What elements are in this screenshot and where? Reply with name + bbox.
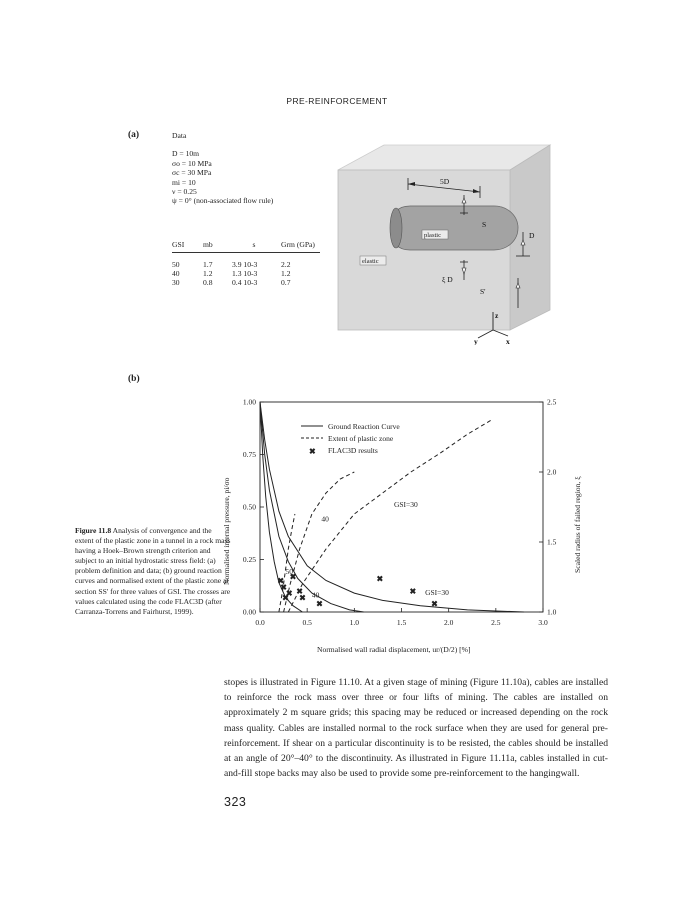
axis-x-line bbox=[493, 330, 508, 336]
curve-annotation: 50 bbox=[285, 567, 293, 577]
y2-tick-label: 1.5 bbox=[547, 537, 557, 547]
axis-y-line bbox=[478, 330, 493, 338]
table-header: s bbox=[232, 240, 281, 253]
elastic-label: elastic bbox=[362, 258, 379, 265]
y-tick-label: 0.50 bbox=[242, 502, 256, 512]
flac-result-marker: ✖ bbox=[277, 576, 285, 586]
flac-result-marker: ✖ bbox=[289, 572, 297, 582]
data-block bbox=[172, 131, 273, 206]
x-tick-label: 1.0 bbox=[349, 618, 360, 627]
data-line: mi = 10 bbox=[172, 177, 196, 187]
table-cell: 0.4 10-3 bbox=[232, 278, 258, 287]
table-cell: 3.9 10-3 bbox=[232, 260, 258, 269]
xi-d-label: ξ D bbox=[442, 275, 453, 284]
panel-b-label: (b) bbox=[128, 374, 140, 384]
section-s-prime-label: S' bbox=[480, 287, 486, 296]
figure-label: Figure 11.8 bbox=[75, 526, 112, 535]
table-row bbox=[172, 253, 320, 270]
y-axis-label: Normalised internal pressure, pi/σo bbox=[222, 477, 231, 585]
data-title: Data bbox=[172, 131, 187, 140]
data-line: ψ = 0° (non-associated flow rule) bbox=[172, 196, 274, 206]
legend-cross-marker: ✖ bbox=[309, 447, 316, 456]
table-row bbox=[172, 269, 320, 278]
table-cell: 0.8 bbox=[203, 278, 213, 287]
table-cell: 2.2 bbox=[281, 260, 291, 269]
x-axis-label: Normalised wall radial displacement, ur/(D/2) [%] bbox=[317, 645, 471, 654]
curve-annotation: 40 bbox=[321, 514, 329, 524]
x-tick-label: 1.5 bbox=[396, 618, 407, 627]
table-cell: 30 bbox=[172, 278, 180, 287]
data-line: D = 10m bbox=[172, 149, 200, 159]
tunnel-face bbox=[390, 208, 402, 248]
flac-result-marker: ✖ bbox=[285, 589, 293, 599]
legend-plastic-zone: Extent of plastic zone bbox=[328, 434, 394, 443]
x-tick-label: 2.5 bbox=[491, 618, 501, 627]
y2-tick-label: 2.5 bbox=[547, 397, 557, 407]
flac-result-marker: ✖ bbox=[299, 593, 306, 603]
y2-axis-label: Scaled radius of failed region, ξ bbox=[573, 476, 582, 573]
plastic-label: plastic bbox=[424, 232, 441, 239]
table-cell: 1.2 bbox=[203, 269, 213, 278]
legend-flac: FLAC3D results bbox=[328, 446, 378, 455]
data-line: ν = 0.25 bbox=[172, 187, 197, 197]
table-cell: 1.7 bbox=[203, 260, 213, 269]
table-header: mb bbox=[203, 240, 232, 253]
body-paragraph: stopes is illustrated in Figure 11.10. At a given stage of mining (Figure 11.10a), cables are installed to reinforce the rock mass over three or four lifts of mining. The cables are installed on approximately 2 m square grids; this spacing may be reduced or increased depending on the rock mass quality. Cables are installed normal to the rock surface when they are used for general pre-reinforcement. If shear on a particular discontinuity is to be resisted, the cables should be installed at an angle of 20°–40° to the discontinuity. As illustrated in Figure 11.11a, cables installed in cut-and-fill stope backs may also be used to provide some pre-reinforcement to the hangingwall. bbox=[224, 677, 608, 780]
flac-result-marker: ✖ bbox=[376, 574, 384, 584]
table-header: Grm (GPa) bbox=[281, 240, 320, 253]
tunnel-shape bbox=[393, 206, 518, 250]
table-cell: 50 bbox=[172, 260, 180, 269]
curve-annotation: GSI=30 bbox=[425, 588, 449, 598]
caption-text: Analysis of convergence and the extent of the plastic zone in a tunnel in a rock mass having a Hoek–Brown strength criterion and subject to an initial hydrostatic stress field: (a) problem definition and data; (b) ground reaction curves and normalised extent of the plastic zone at section SS' for three values of GSI. The crosses are values calculated using the code FLAC3D (after Carranza-Torrens and Fairhurst, 1999). bbox=[75, 526, 231, 616]
table-row bbox=[172, 278, 320, 287]
flac-result-marker: ✖ bbox=[282, 593, 289, 603]
flac-result-marker: ✖ bbox=[431, 599, 438, 609]
x-tick-label: 3.0 bbox=[538, 618, 548, 627]
flac-result-marker: ✖ bbox=[316, 599, 323, 609]
y2-tick-label: 1.0 bbox=[547, 607, 557, 617]
table-cell: 1.3 10-3 bbox=[232, 269, 258, 278]
ground-reaction-chart bbox=[205, 390, 600, 665]
y-tick-label: 0.25 bbox=[242, 555, 256, 564]
flac-result-marker: ✖ bbox=[296, 587, 303, 596]
figure-caption bbox=[75, 526, 231, 617]
data-line: σc = 30 MPa bbox=[172, 168, 212, 178]
curve-annotation: 40 bbox=[311, 590, 320, 600]
y-tick-label: 1.00 bbox=[242, 397, 256, 407]
axis-z-label: z bbox=[495, 311, 499, 320]
tunnel-block-diagram bbox=[330, 140, 570, 345]
axis-x-label: x bbox=[506, 337, 510, 345]
running-head: PRE-REINFORCEMENT bbox=[286, 96, 388, 106]
x-tick-label: 2.0 bbox=[443, 618, 454, 627]
legend-ground-reaction: Ground Reaction Curve bbox=[328, 422, 400, 431]
flac-result-marker: ✖ bbox=[280, 582, 287, 592]
table-header: GSI bbox=[172, 240, 203, 253]
diameter-d-label: D bbox=[529, 231, 535, 240]
y2-tick-label: 2.0 bbox=[547, 467, 557, 477]
table-cell: 40 bbox=[172, 269, 180, 278]
x-tick-label: 0.5 bbox=[302, 618, 312, 627]
table-cell: 0.7 bbox=[281, 278, 291, 287]
y-tick-label: 0.00 bbox=[242, 607, 256, 617]
x-tick-label: 0.0 bbox=[255, 618, 265, 627]
y-tick-label: 0.75 bbox=[242, 450, 256, 459]
plastic-zone-line bbox=[285, 420, 491, 612]
legend bbox=[301, 422, 400, 456]
table-cell: 1.2 bbox=[281, 269, 291, 278]
section-s-label: S bbox=[482, 220, 487, 229]
gsi-table bbox=[172, 240, 320, 287]
data-line: σo = 10 MPa bbox=[172, 158, 212, 168]
page-number: 323 bbox=[224, 795, 247, 809]
curve-annotation: GSI=30 bbox=[393, 500, 418, 509]
panel-a-label: (a) bbox=[128, 130, 140, 140]
span-5d-label: 5D bbox=[440, 177, 450, 186]
flac-result-marker: ✖ bbox=[409, 587, 417, 596]
axis-y-label: y bbox=[474, 337, 478, 345]
